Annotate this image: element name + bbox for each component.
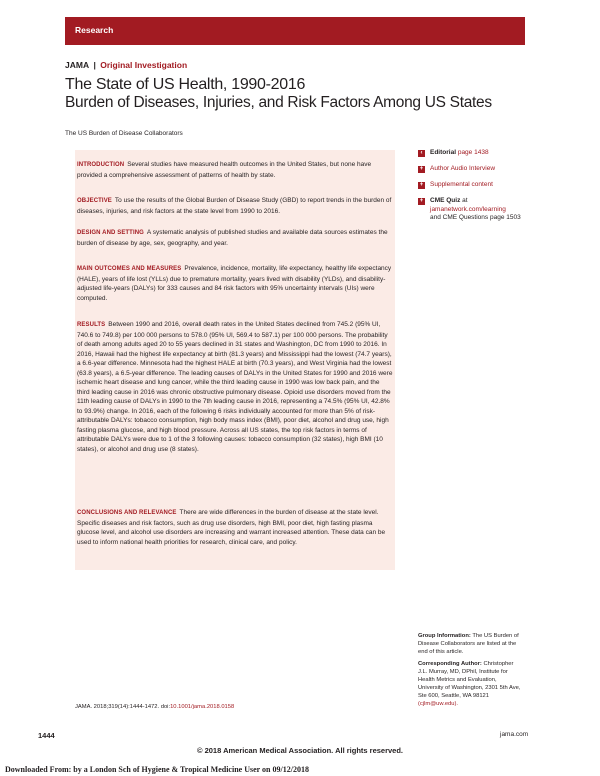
- abstract-heading: MAIN OUTCOMES AND MEASURES: [77, 266, 182, 272]
- abstract-text: There are wide differences in the burden of disease at the state level. Specific diseases and risk factors, such as drug use disorders, high BMI, poor diet, high fasting plasma glucose level, and alcohol use disorders are increasing and warrant increased attention. These data can be used to inform national health priorities for research, clinical care, and policy.: [77, 509, 386, 546]
- abstract-heading: RESULTS: [77, 322, 106, 328]
- abstract-heading: OBJECTIVE: [77, 198, 112, 204]
- journal-name: JAMA: [65, 60, 90, 70]
- copyright-notice: © 2018 American Medical Association. All rights reserved.: [196, 746, 404, 755]
- abstract-text: A systematic analysis of published studies and available data sources estimates the burden of disease by age, sex, geography, and year.: [77, 229, 388, 247]
- author-email-link[interactable]: (cjlm@uw.edu).: [418, 701, 459, 707]
- editorial-icon: ‹: [418, 150, 425, 157]
- page-number: 1444: [38, 731, 55, 740]
- abstract-text: Prevalence, incidence, mortality, life expectancy, healthy life expectancy (HALE), years of life lost (YLLs) due to premature mortality, years lived with disability (YLDs), and disability-adjusted life-years (DALYs) for 333 causes and 84 risk factors with 95% uncertainty intervals (UIs) were computed.: [77, 265, 392, 302]
- group-information: Group Information: The US Burden of Disease Collaborators are listed at the end of this article.: [418, 633, 519, 655]
- supplemental-link[interactable]: Supplemental content: [430, 181, 493, 188]
- section-banner: [65, 17, 525, 45]
- audio-interview-link[interactable]: Author Audio Interview: [430, 165, 496, 172]
- audio-icon: +: [419, 166, 424, 172]
- section-label: Research: [75, 25, 114, 35]
- journal-website[interactable]: jama.com: [500, 731, 529, 738]
- author-byline: The US Burden of Disease Collaborators: [65, 130, 183, 137]
- cme-url-link[interactable]: jamanetwork.com/learning: [430, 205, 506, 213]
- abstract-heading: INTRODUCTION: [77, 162, 125, 168]
- abstract-introduction: [77, 160, 393, 180]
- abstract-text: Between 1990 and 2016, overall death rates in the United States declined from 745.2 (95% UI, 740.6 to 749.8) per 100 000 persons to 578.0 (95% UI, 569.4 to 587.1) per 100 000 persons. The probability of death among adults aged 20 to 55 years declined in 31 states and Washington, DC from 1990 to 2016. In 2016, Hawaii had the highest life expectancy at birth (81.3 years) and Mississippi had the lowest (74.7 years), a 6.6-year difference. Minnesota had the highest HALE at birth (70.3 years), and West Virginia had the lowest (63.8 years), a 6.5-year difference. The leading causes of DALYs in the United States for 1990 and 2016 were ischemic heart disease and lung cancer, while the third leading cause in 1990 was low back pain, and the third leading cause in 2016 was chronic obstructive pulmonary disease. Opioid use disorders moved from the 11th leading cause of DALYs in 1990 to the 7th leading cause in 2016, representing a 74.5% (95% UI, 42.8% to 93.9%) change. In 2016, each of the following 6 risks individually accounted for more than 5% of risk-attributable DALYs: tobacco consumption, high body mass index (BMI), poor diet, alcohol and drug use, high fasting plasma glucose, and high blood pressure. Across all US states, the top risk factors in terms of attributable DALYs were due to 1 of the 3 following causes: tobacco consumption (32 states), high BMI (10 states), or alcohol and drug use (8 states).: [77, 321, 393, 453]
- abstract-conclusions: [77, 508, 393, 547]
- supplemental-icon: +: [419, 182, 424, 188]
- journal-line: [65, 60, 187, 70]
- cme-block: CME Quiz at jamanetwork.com/learning and CME Questions page 1503: [430, 197, 521, 221]
- corresponding-author: Corresponding Author: Christopher J.L. Murray, MD, DPhil, Institute for Health Metrics and Evaluation, University of Washington, 2301 5th Ave, Ste 600, Seattle, WA 98121 (cjlm@uw.edu).: [418, 661, 521, 707]
- citation-line: JAMA. 2018;319(14):1444-1472. doi:10.1001/jama.2018.0158: [75, 704, 235, 710]
- abstract-outcomes: [77, 264, 393, 303]
- abstract-results: [77, 320, 393, 454]
- editorial-link[interactable]: Editorial page 1438: [430, 149, 489, 156]
- abstract-objective: [77, 196, 393, 216]
- article-title: The State of US Health, 1990-2016: [65, 76, 306, 93]
- article-subtitle: Burden of Diseases, Injuries, and Risk Factors Among US States: [65, 94, 492, 111]
- abstract-heading: DESIGN AND SETTING: [77, 230, 144, 236]
- abstract-box: [75, 150, 395, 570]
- download-note: Downloaded From: by a London Sch of Hygiene & Tropical Medicine User on 09/12/2018: [5, 765, 309, 774]
- abstract-text: Several studies have measured health outcomes in the United States, but none have provided a comprehensive assessment of patterns of health by state.: [77, 161, 372, 179]
- article-type: Original Investigation: [100, 60, 188, 70]
- cme-icon: +: [419, 198, 424, 204]
- abstract-text: To use the results of the Global Burden of Disease Study (GBD) to report trends in the burden of diseases, injuries, and risk factors at the state level from 1990 to 2016.: [77, 197, 392, 215]
- abstract-heading: CONCLUSIONS AND RELEVANCE: [77, 510, 177, 516]
- journal-separator: |: [93, 60, 96, 70]
- abstract-design: [77, 228, 393, 248]
- doi-link[interactable]: 10.1001/jama.2018.0158: [170, 704, 235, 710]
